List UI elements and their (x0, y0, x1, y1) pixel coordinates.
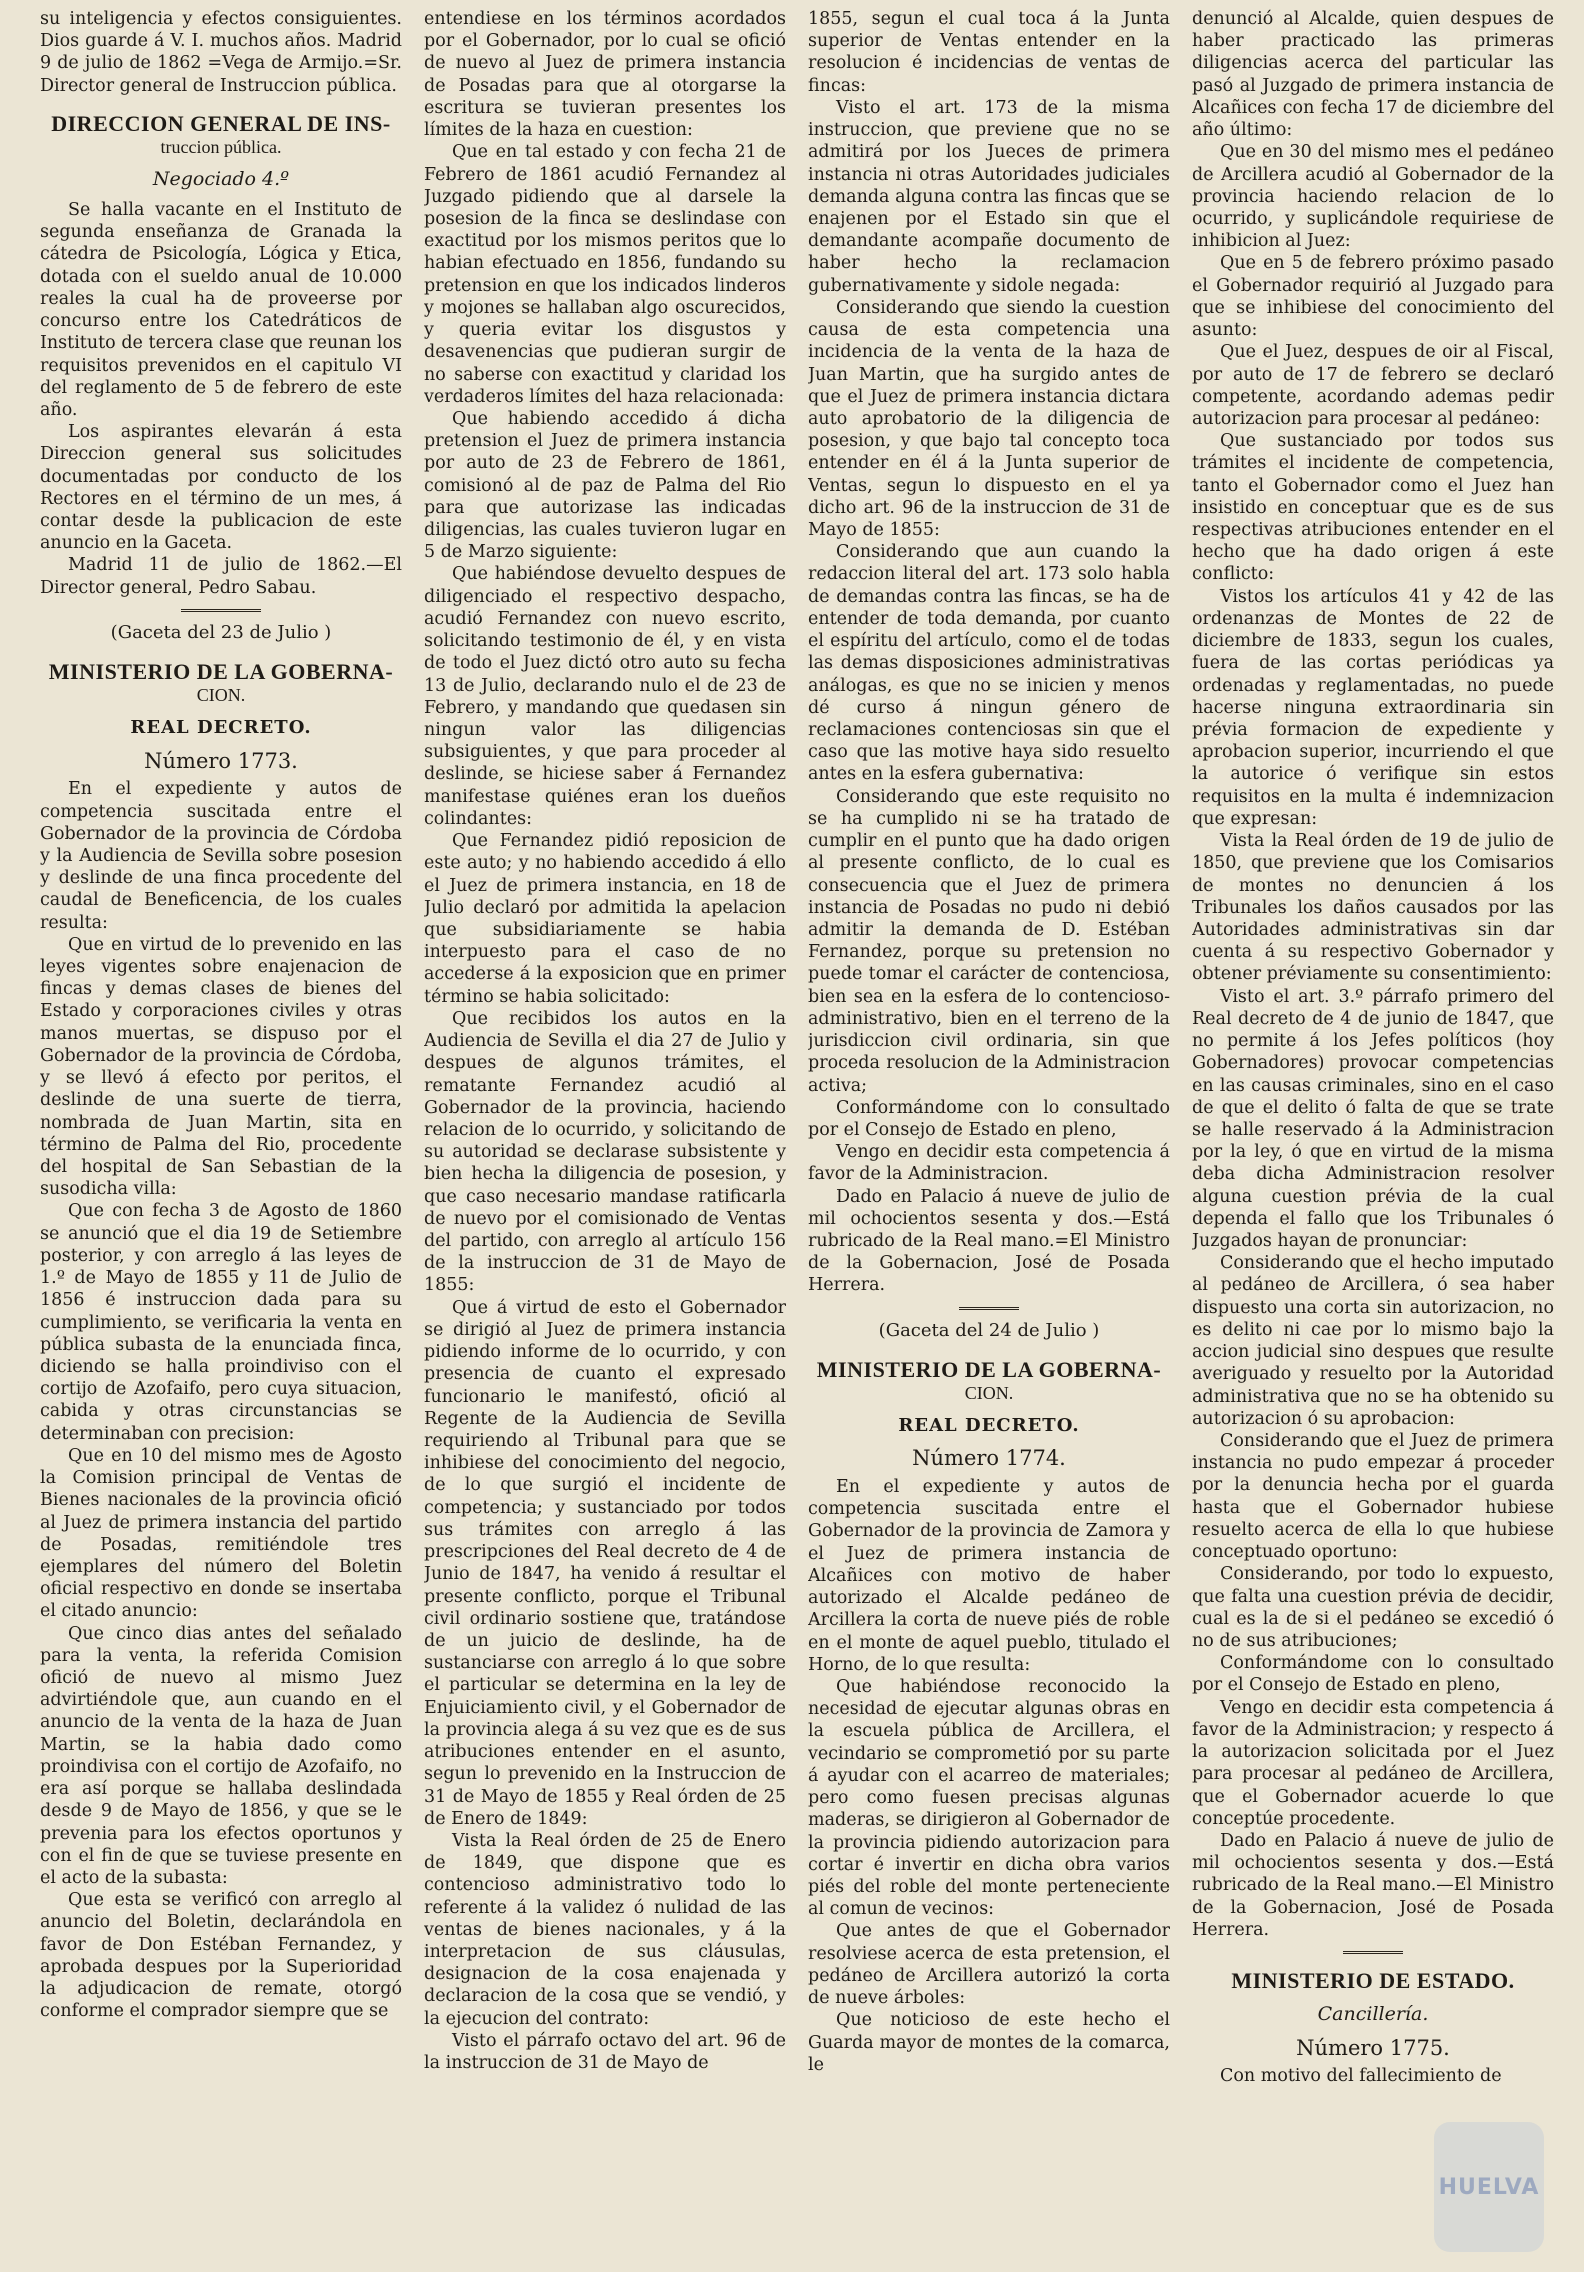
section-heading (1192, 1968, 1554, 1994)
paragraph: entendiese en los términos acordados por el Gobernador, por lo cual se ofició de nuevo al Juez de primera instancia de Posadas para que al otorgarse la escritura se tuvieran presentes los límites de la haza en cuestion: (424, 9, 786, 141)
paragraph: Que sustanciado por todos sus trámites el incidente de competencia, tanto el Gobernador como el Juez han insistido en conceptuar que es de sus respectivas atribuciones entender en el hecho que ha dado origen á este conflicto: (1192, 431, 1554, 585)
paragraph: En el expediente y autos de competencia suscitada entre el Gobernador de la provincia de Zamora y el Juez de primera instancia de Alcañices con motivo de haber autorizado el Alcalde pedáneo de Arcillera la corta de nueve piés de roble en el monte de aquel pueblo, titulado el Horno, de lo que resulta: (808, 1477, 1170, 1675)
paragraph: Considerando que este requisito no se ha cumplido ni se ha tratado de cumplir en el punto que ha dado origen al presente conflicto, de lo cual es consecuencia que el Juez de primera instancia de Posadas no pudo ni debió admitir la demanda de D. Estéban Fernandez, porque su pretension no puede tomar el carácter de contenciosa, bien sea en la esfera de lo contencioso-administrativo, bien en el terreno de la jurisdiccion civil ordinaria, sin que proceda resolucion de la Administracion activa; (808, 786, 1170, 1096)
paragraph: Considerando, por todo lo expuesto, que falta una cuestion prévia de decidir, cual es la de si el pedáneo se excedió ó no de sus atribuciones; (1192, 1564, 1554, 1651)
paragraph: En el expediente y autos de competencia suscitada entre el Gobernador de la provincia de Córdoba y la Audiencia de Sevilla sobre posesion y deslinde de una finca procedente del caudal de Beneficencia, de los cuales resulta: (40, 779, 402, 933)
gaceta-reference: (Gaceta del 23 de Julio ) (110, 621, 332, 643)
gaceta-reference: (Gaceta del 24 de Julio ) (878, 1319, 1100, 1341)
paragraph: Que noticioso de este hecho el Guarda mayor de montes de la comarca, le (808, 2010, 1170, 2075)
paragraph: Considerando que el hecho imputado al pedáneo de Arcillera, ó sea haber dispuesto una corta sin autorizacion, no es delito ni cae por lo mismo bajo la accion judicial sino despues que resulte averiguado y resuelto por la Autoridad administrativa que no se ha obtenido su autorizacion ó su aprobacion: (1192, 1253, 1554, 1429)
paragraph: Madrid 11 de julio de 1862.—El Director general, Pedro Sabau. (40, 555, 402, 598)
section-heading-text: MINISTERIO DE LA GOBERNA- (48, 658, 394, 684)
paragraph: Que habiendo accedido á dicha pretension el Juez de primera instancia por auto de 23 de Febrero de 1861, comisionó al de paz de Palma del Rio para que autorizase las indicadas diligencias, las cuales tuvieron lugar en 5 de Marzo siguiente: (424, 408, 786, 563)
decree-number: Número 1775. (1296, 2035, 1450, 2060)
paragraph: Se halla vacante en el Instituto de segunda enseñanza de Granada la cátedra de Psicología, Lógica y Etica, dotada con el sueldo anual de 10.000 reales la cual ha de proveerse por concurso entre los Catedráticos de Instituto de tercera clase que reunan los requisitos prevenidos en el capitulo VI del reglamento de 5 de febrero de este año. (40, 199, 402, 420)
paragraph: Conformándome con lo consultado por el Consejo de Estado en pleno, (808, 1097, 1170, 1140)
column-3 (808, 8, 1170, 2262)
paragraph: Que en 30 del mismo mes el pedáneo de Arcillera acudió al Gobernador de la provincia haciendo relacion de lo ocurrido, y suplicándole requiriese de inhibicion al Juez: (1192, 142, 1554, 252)
watermark-text: HUELVA (1438, 2174, 1540, 2200)
section-heading-subtext: truccion pública. (160, 137, 282, 158)
paragraph: Los aspirantes elevarán á esta Direccion general sus solicitudes documentadas por conducto de los Rectores en el término de un mes, á contar desde la publicacion de este anuncio en la Gaceta. (40, 422, 402, 554)
section-heading-subtext: CION. (964, 1382, 1014, 1403)
paragraph: Que habiéndose devuelto despues de diligenciado el respectivo despacho, acudió Fernandez con nuevo escrito, solicitando testimonio de él, y en vista de todo el Juez dictó otro auto su fecha 13 de Julio, declarando nulo el de 23 de Febrero, y mandando que quedasen sin ningun valor las diligencias subsiguientes, y que para proceder al deslinde, se hiciese saber á Fernandez manifestase quiénes eran los dueños colindantes: (424, 564, 786, 829)
paragraph: 1855, segun el cual toca á la Junta superior de Ventas entender en la resolucion é incidencias de ventas de fincas: (808, 9, 1170, 96)
paragraph: Que á virtud de esto el Gobernador se dirigió al Juez de primera instancia pidiendo informe de lo ocurrido, y con presencia de cuanto el expresado funcionario le manifestó, ofició al Regente de la Audiencia de Sevilla requiriendo al Tribunal para que se inhibiese del conocimiento del negocio, de lo que surgió el incidente de competencia; y sustanciado por todos sus trámites con arreglo á las prescripciones del Real decreto de 4 de Junio de 1847, ha venido á resultar el presente conflicto, porque el Tribunal civil ordinario sostiene que, tratándose de un juicio de deslinde, ha de sustanciarse con arreglo á lo que sobre el particular se determina en la ley de Enjuiciamiento civil, y el Gobernador de la provincia alega á su vez que es de sus atribuciones entender en el asunto, segun lo prevenido en la Instruccion de 31 de Mayo de 1855 y Real órden de 25 de Enero de 1849: (424, 1297, 786, 1829)
paragraph: su inteligencia y efectos consiguientes. Dios guarde á V. I. muchos años. Madrid 9 de julio de 1862 =Vega de Armijo.=Sr. Director general de Instruccion pública. (40, 9, 402, 96)
paragraph: Visto el art. 173 de la misma instruccion, que previene que no se admitirá por los Jueces de primera instancia ni otras Autoridades judiciales demanda alguna contra las fincas que se enajenen por el Estado sin que el demandante acompañe documento de haber hecho la reclamacion gubernativamente y sidole negada: (808, 97, 1170, 296)
decree-number: Número 1774. (912, 1446, 1066, 1471)
decree-number: Número 1773. (144, 748, 298, 773)
paragraph: Considerando que el Juez de primera instancia no pudo empezar á proceder por la denuncia hecha por el guarda hasta que el Gobernador hubiese resuelto acerca de ella lo que hubiese conceptuado oportuno: (1192, 1431, 1554, 1563)
column-1 (40, 8, 402, 2262)
section-heading-subtext: CION. (196, 685, 246, 706)
subheading: Cancillería. (1317, 2003, 1429, 2026)
section-divider (181, 609, 261, 612)
paragraph: Considerando que siendo la cuestion causa de esta competencia una incidencia de la venta de la haza de Juan Martin, que ha surgido antes de que el Juez de primera instancia dictara auto aprobatorio de la diligencia de posesion, y que bajo tal concepto toca entender en él á la Junta superior de Ventas, segun lo dispuesto en el ya dicho art. 96 de la instruccion de 31 de Mayo de 1855: (808, 297, 1170, 541)
paragraph: Que en 10 del mismo mes de Agosto la Comision principal de Ventas de Bienes nacionales de la provincia ofició al Juez de primera instancia del partido de Posadas, remitiéndole tres ejemplares del número del Boletin oficial respectivo en donde se insertaba el citado anuncio: (40, 1445, 402, 1622)
paragraph: Que Fernandez pidió reposicion de este auto; y no habiendo accedido á ello el Juez de primera instancia, en 18 de Julio declaró por admitida la apelacion que subsidiariamente se habia interpuesto para el caso de no accederse á la exposicion que en primer término se habia solicitado: (424, 831, 786, 1007)
column-2 (424, 8, 786, 2262)
paragraph: Que en virtud de lo prevenido en las leyes vigentes sobre enajenacion de fincas y demas clases de bienes del Estado y corporaciones civiles y otras manos muertas, se dispuso por el Gobernador de la provincia de Córdoba, y se llevó á efecto por peritos, el deslinde de una suerte de tierra, nombrada de Juan Martin, sita en término de Palma del Rio, procedente del hospital de San Sebastian de la susodicha villa: (40, 934, 402, 1200)
section-heading (40, 111, 402, 159)
paragraph: Considerando que aun cuando la redaccion literal del art. 173 solo habla de demandas contra las fincas, se ha de entender de toda demanda, por cuanto el espíritu del artículo, como el de todas las demas disposiciones administrativas análogas, es que no se inicien y menos dé curso á ningun género de reclamaciones contenciosas sin que el caso que las motive haya sido resuelto antes en la esfera gubernativa: (808, 542, 1170, 785)
paragraph: Con motivo del fallecimiento de (1220, 2066, 1502, 2087)
section-divider (959, 1307, 1019, 1310)
paragraph: Que con fecha 3 de Agosto de 1860 se anunció que el dia 19 de Setiembre posterior, y con arreglo á las leyes de 1.º de Mayo de 1855 y 11 de Julio de 1856 é instruccion dada para su cumplimiento, se verificaria la venta en pública subasta de la enunciada finca, diciendo se halla proindiviso con el cortijo de Azofaifo, pero cuya situacion, cabida y otras circunstancias se determinaban con precision: (40, 1201, 402, 1444)
section-heading-text: MINISTERIO DE LA GOBERNA- (816, 1356, 1162, 1382)
library-seal-watermark (1434, 2122, 1544, 2252)
paragraph: Visto el párrafo octavo del art. 96 de la instruccion de 31 de Mayo de (424, 2030, 786, 2074)
section-heading-text: MINISTERIO DE ESTADO. (1231, 1968, 1515, 1994)
section-heading (808, 1357, 1170, 1405)
paragraph: Dado en Palacio á nueve de julio de mil ochocientos sesenta y dos.—Está rubricado de la Real mano.=El Ministro de la Gobernacion, José de Posada Herrera. (808, 1186, 1170, 1296)
paragraph: Vengo en decidir esta competencia á favor de la Administracion; y respecto á la autorizacion solicitada por el Juez para procesar al pedáneo de Arcillera, que el Gobernador acuerde lo que conceptúe procedente. (1192, 1697, 1554, 1829)
paragraph: Que en 5 de febrero próximo pasado el Gobernador requirió al Juzgado para que se inhibiese del conocimiento del asunto: (1192, 253, 1554, 341)
paragraph: Que habiéndose reconocido la necesidad de ejecutar algunas obras en la escuela pública de Arcillera, el vecindario se comprometió por su parte á ayudar con el acarreo de materiales; pero como fuesen precisas algunas maderas, se dirigieron al Gobernador de la provincia pidiendo autorizacion para cortar é invertir en dicha obra varios piés del roble del monte perteneciente al comun de vecinos: (808, 1677, 1170, 1920)
section-divider (1343, 1951, 1403, 1954)
paragraph: Vista la Real órden de 25 de Enero de 1849, que dispone que es contencioso administrativo todo lo referente á la validez ó nulidad de las ventas de bienes nacionales, y á la interpretacion de sus cláusulas, designacion de la cosa enajenada y declaracion de la cosa que se vendió, y la ejecucion del contrato: (424, 1830, 786, 2029)
paragraph: Que antes de que el Gobernador resolviese acerca de esta pretension, el pedáneo de Arcillera autorizó la corta de nueve árboles: (808, 1921, 1170, 2009)
paragraph: denunció al Alcalde, quien despues de haber practicado las primeras diligencias acerca del particular las pasó al Juzgado de primera instancia de Alcañices con fecha 17 de diciembre del año último: (1192, 9, 1554, 141)
paragraph: Que el Juez, despues de oir al Fiscal, por auto de 17 de febrero se declaró competente, acordando ademas pedir autorizacion para procesar al pedáneo: (1192, 342, 1554, 429)
paragraph: Que en tal estado y con fecha 21 de Febrero de 1861 acudió Fernandez al Juzgado pidiendo que al darsele la posesion de la finca se deslindase con exactitud por los mismos peritos que lo habian efectuado en 1856, fundando su pretension en que los indicados linderos y mojones se hallaban algo oscurecidos, y queria evitar los disgustos y desavenencias que pudieran surgir de no saberse con exactitud y claridad los verdaderos límites del haza relacionada: (424, 142, 786, 407)
paragraph: Vista la Real órden de 19 de julio de 1850, que previene que los Comisarios de montes no denuncien á los Tribunales los daños causados por las Autoridades administrativas sin dar cuenta á su respectivo Gobernador y obtener préviamente su consentimiento: (1192, 831, 1554, 985)
section-heading (40, 659, 402, 707)
section-heading-text: DIRECCION GENERAL DE INS- (51, 110, 391, 136)
decree-title: REAL DECRETO. (130, 716, 312, 738)
paragraph: Dado en Palacio á nueve de julio de mil ochocientos sesenta y dos.—Está rubricado de la Real mano.—El Ministro de la Gobernacion, José de Posada Herrera. (1192, 1830, 1554, 1940)
decree-title: REAL DECRETO. (898, 1414, 1080, 1436)
paragraph: Vengo en decidir esta competencia á favor de la Administracion. (808, 1142, 1170, 1185)
paragraph: Que cinco dias antes del señalado para la venta, la referida Comision ofició de nuevo al mismo Juez advirtiéndole que, aun cuando en el anuncio de la venta de la haza de Juan Martin, se la habia dado como proindivisa con el cortijo de Azofaifo, no era así porque se hallaba deslindada desde 9 de Mayo de 1856, y que se le prevenia para los efectos oportunos y con el fin de que se tuviese presente en el acto de la subasta: (40, 1623, 402, 1888)
paragraph: Que esta se verificó con arreglo al anuncio del Boletin, declarándola en favor de Don Estéban Fernandez, y aprobada despues por la Superioridad la adjudicacion de remate, otorgó conforme el comprador siempre que se (40, 1890, 402, 2022)
paragraph: Que recibidos los autos en la Audiencia de Sevilla el dia 27 de Julio y despues de algunos trámites, el rematante Fernandez acudió al Gobernador de la provincia, haciendo relacion de lo ocurrido, y solicitando de su autoridad se declarase subsistente y bien hecha la diligencia de posesion, y que caso necesario mandase ratificarla de nuevo por el comisionado de Ventas del partido, con arreglo al artículo 156 de la instruccion de 31 de Mayo de 1855: (424, 1008, 786, 1296)
paragraph: Vistos los artículos 41 y 42 de las ordenanzas de Montes de 22 de diciembre de 1833, segun los cuales, fuera de las cortas periódicas ya ordenadas y reglamentadas, no puede hacerse ninguna extraordinaria sin prévia formacion de expediente y aprobacion superior, incurriendo el que la autorice ó verifique sin estos requisitos en la multa é indemnizacion que expresan: (1192, 586, 1554, 829)
paragraph: Conformándome con lo consultado por el Consejo de Estado en pleno, (1192, 1653, 1554, 1696)
column-4 (1192, 8, 1554, 2262)
paragraph: Visto el art. 3.º párrafo primero del Real decreto de 4 de junio de 1847, que no permite á los Jefes políticos (hoy Gobernadores) provocar competencias en las causas criminales, sino en el caso de que el delito ó falta de que se trate se halle reservado á la Administracion por la ley, ó que en virtud de la misma deba dicha Administracion resolver alguna cuestion prévia de la cual dependa el fallo que los Tribunales ó Juzgados hayan de pronunciar: (1192, 986, 1554, 1252)
subheading: Negociado 4.º (152, 167, 290, 190)
